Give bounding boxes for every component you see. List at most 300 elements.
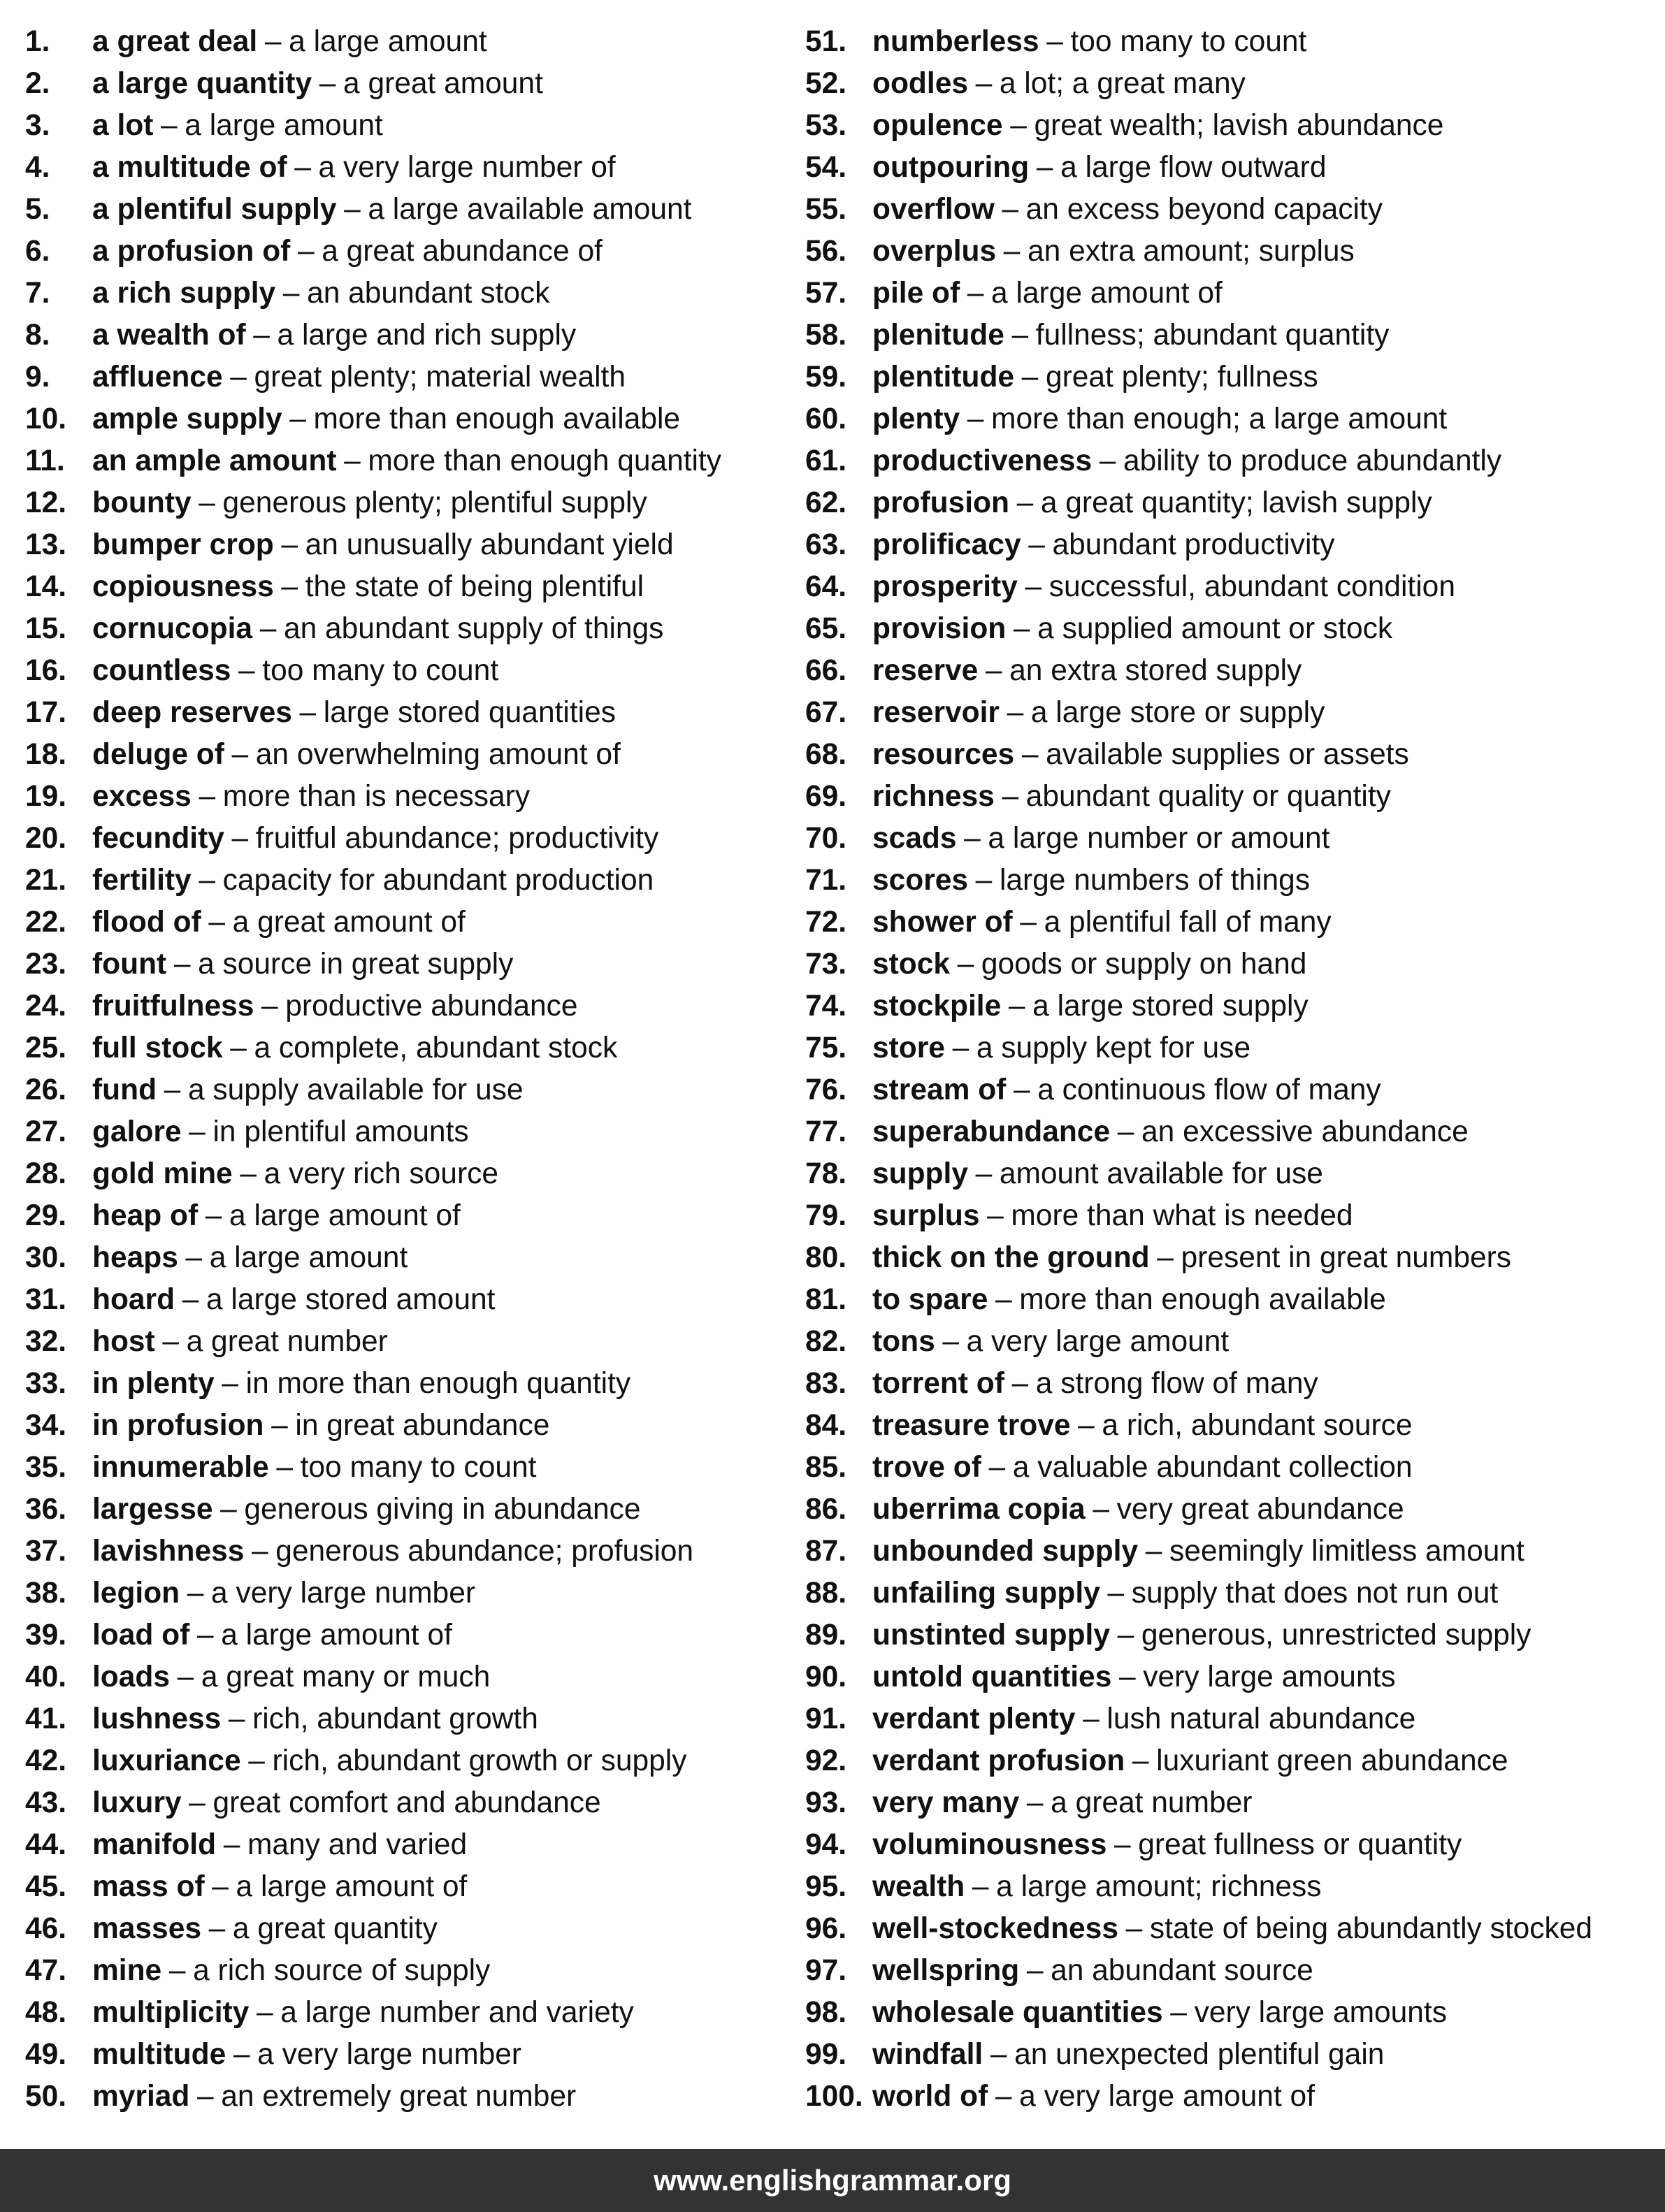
- item-term: a wealth of: [92, 319, 246, 352]
- item-term: full stock: [92, 1032, 223, 1064]
- item-definition: a very large amount: [966, 1325, 1230, 1358]
- list-item: [805, 818, 1644, 860]
- list-item: [805, 440, 1644, 482]
- item-definition: too many to count: [262, 654, 499, 687]
- list-item: [25, 1237, 794, 1279]
- item-term: scores: [872, 864, 969, 897]
- list-item: [25, 1866, 794, 1908]
- list-item: [805, 398, 1644, 440]
- item-definition: a very large amount of: [1019, 2080, 1316, 2113]
- item-definition: a strong flow of many: [1035, 1367, 1318, 1400]
- item-number: 74.: [805, 990, 847, 1022]
- item-number: 7.: [25, 277, 50, 310]
- item-definition: rich, abundant growth: [252, 1703, 538, 1735]
- item-definition: in more than enough quantity: [245, 1367, 631, 1400]
- item-separator: –: [253, 319, 270, 352]
- item-definition: great plenty; fullness: [1045, 361, 1318, 393]
- item-definition: a large and rich supply: [277, 319, 577, 352]
- item-number: 20.: [25, 822, 67, 855]
- list-item: [805, 692, 1644, 734]
- item-definition: a great quantity; lavish supply: [1040, 486, 1432, 519]
- item-number: 18.: [25, 738, 67, 771]
- item-definition: a great amount of: [232, 906, 466, 939]
- item-separator: –: [1113, 1828, 1131, 1861]
- item-term: windfall: [872, 2038, 983, 2071]
- item-definition: the state of being plentiful: [305, 570, 644, 603]
- item-separator: –: [942, 1325, 959, 1358]
- list-item: [25, 776, 794, 818]
- item-term: torrent of: [872, 1367, 1004, 1400]
- item-separator: –: [975, 1157, 993, 1190]
- item-separator: –: [231, 822, 249, 855]
- item-definition: a lot; a great many: [999, 67, 1246, 100]
- item-term: prosperity: [872, 570, 1018, 603]
- item-number: 90.: [805, 1661, 847, 1693]
- list-item: [25, 1321, 794, 1363]
- item-separator: –: [1011, 1367, 1029, 1400]
- item-definition: a great abundance of: [322, 235, 603, 268]
- item-definition: a supply available for use: [187, 1074, 524, 1106]
- item-number: 99.: [805, 2038, 847, 2071]
- item-separator: –: [995, 1283, 1012, 1316]
- list-item: [805, 1363, 1644, 1405]
- list-item: [25, 63, 794, 105]
- item-number: 11.: [25, 444, 65, 477]
- item-term: myriad: [92, 2080, 190, 2113]
- item-number: 47.: [25, 1954, 67, 1987]
- item-separator: –: [189, 1786, 206, 1819]
- item-number: 98.: [805, 1996, 847, 2029]
- item-term: reserve: [872, 654, 979, 687]
- item-definition: an overwhelming amount of: [255, 738, 621, 771]
- item-number: 40.: [25, 1661, 67, 1693]
- item-separator: –: [1013, 1074, 1030, 1106]
- item-definition: a plentiful fall of many: [1044, 906, 1332, 939]
- item-definition: a large amount of: [221, 1619, 452, 1651]
- item-definition: more than what is needed: [1011, 1199, 1353, 1232]
- item-definition: capacity for abundant production: [222, 864, 654, 897]
- item-definition: a large number and variety: [280, 1996, 634, 2029]
- item-number: 70.: [805, 822, 847, 855]
- item-term: flood of: [92, 906, 201, 939]
- item-definition: an abundant source: [1051, 1954, 1313, 1987]
- list-item: [805, 189, 1644, 231]
- item-separator: –: [1117, 1619, 1134, 1651]
- item-number: 72.: [805, 906, 847, 939]
- item-definition: too many to count: [1070, 25, 1307, 58]
- item-term: gold mine: [92, 1157, 233, 1190]
- item-number: 29.: [25, 1199, 67, 1232]
- item-definition: more than enough available: [313, 403, 681, 435]
- list-item: [25, 1573, 794, 1614]
- item-definition: great fullness or quantity: [1138, 1828, 1462, 1861]
- item-term: a plentiful supply: [92, 193, 337, 226]
- item-term: voluminousness: [872, 1828, 1107, 1861]
- list-item: [805, 1992, 1644, 2034]
- footer-bar: [0, 2149, 1665, 2212]
- item-term: fount: [92, 948, 167, 981]
- item-separator: –: [1028, 528, 1045, 561]
- list-item: [25, 1614, 794, 1656]
- item-number: 32.: [25, 1325, 67, 1358]
- item-number: 14.: [25, 570, 67, 603]
- item-definition: an excess beyond capacity: [1025, 193, 1383, 226]
- item-separator: –: [1025, 570, 1042, 603]
- item-number: 1.: [25, 25, 50, 58]
- item-definition: very great abundance: [1116, 1493, 1404, 1526]
- item-term: lavishness: [92, 1535, 245, 1568]
- item-definition: a great number: [186, 1325, 388, 1358]
- item-definition: an extra stored supply: [1009, 654, 1302, 687]
- list-item: [805, 985, 1644, 1027]
- item-separator: –: [967, 277, 984, 310]
- item-term: mass of: [92, 1870, 205, 1903]
- item-definition: a very large number: [211, 1577, 475, 1610]
- item-number: 77.: [805, 1115, 847, 1148]
- list-item: [805, 21, 1644, 63]
- list-item: [805, 524, 1644, 566]
- item-term: thick on the ground: [872, 1241, 1150, 1274]
- list-item: [805, 1279, 1644, 1321]
- item-separator: –: [199, 780, 216, 813]
- item-definition: an abundant stock: [307, 277, 550, 310]
- item-number: 37.: [25, 1535, 67, 1568]
- item-definition: an unusually abundant yield: [305, 528, 674, 561]
- list-item: [805, 1866, 1644, 1908]
- item-definition: productive abundance: [285, 990, 578, 1022]
- item-term: stock: [872, 948, 951, 981]
- list-item: [25, 818, 794, 860]
- list-item: [25, 1656, 794, 1698]
- word-list-column-left: [25, 21, 794, 2118]
- list-item: [805, 776, 1644, 818]
- item-number: 76.: [805, 1074, 847, 1106]
- item-number: 5.: [25, 193, 50, 226]
- item-number: 54.: [805, 151, 847, 184]
- item-term: stockpile: [872, 990, 1002, 1022]
- item-separator: –: [987, 1199, 1004, 1232]
- item-definition: state of being abundantly stocked: [1149, 1912, 1593, 1945]
- item-separator: –: [281, 570, 298, 603]
- item-definition: a great many or much: [201, 1661, 491, 1693]
- item-term: bounty: [92, 486, 192, 519]
- list-item: [25, 734, 794, 776]
- item-separator: –: [276, 1451, 293, 1484]
- list-item: [805, 944, 1644, 985]
- item-term: in profusion: [92, 1409, 264, 1442]
- item-definition: generous plenty; plentiful supply: [222, 486, 647, 519]
- item-number: 41.: [25, 1703, 67, 1735]
- item-separator: –: [1132, 1744, 1149, 1777]
- list-item: [25, 2076, 794, 2118]
- item-separator: –: [228, 1703, 245, 1735]
- item-number: 4.: [25, 151, 50, 184]
- item-separator: –: [187, 1577, 204, 1610]
- list-item: [25, 1992, 794, 2034]
- item-definition: supply that does not run out: [1131, 1577, 1499, 1610]
- item-definition: a continuous flow of many: [1037, 1074, 1381, 1106]
- list-item: [25, 356, 794, 398]
- item-term: trove of: [872, 1451, 981, 1484]
- item-separator: –: [319, 67, 336, 100]
- item-definition: lush natural abundance: [1107, 1703, 1416, 1735]
- item-separator: –: [1107, 1577, 1125, 1610]
- item-definition: fullness; abundant quantity: [1035, 319, 1390, 352]
- item-separator: –: [1010, 109, 1027, 142]
- list-item: [805, 1740, 1644, 1782]
- list-item: [805, 231, 1644, 273]
- item-separator: –: [240, 1157, 257, 1190]
- item-separator: –: [1145, 1535, 1162, 1568]
- list-item: [805, 860, 1644, 902]
- item-definition: a large amount; richness: [996, 1870, 1322, 1903]
- item-separator: –: [1016, 486, 1034, 519]
- list-item: [25, 1950, 794, 1992]
- item-term: plentitude: [872, 361, 1015, 393]
- list-item: [25, 860, 794, 902]
- list-item: [25, 524, 794, 566]
- list-item: [25, 398, 794, 440]
- item-definition: a large flow outward: [1060, 151, 1327, 184]
- item-separator: –: [1013, 612, 1030, 645]
- item-term: an ample amount: [92, 444, 337, 477]
- item-number: 45.: [25, 1870, 67, 1903]
- item-number: 44.: [25, 1828, 67, 1861]
- item-number: 85.: [805, 1451, 847, 1484]
- item-term: stream of: [872, 1074, 1007, 1106]
- item-separator: –: [967, 403, 984, 435]
- item-number: 53.: [805, 109, 847, 142]
- item-number: 12.: [25, 486, 67, 519]
- item-separator: –: [197, 2080, 214, 2113]
- item-number: 95.: [805, 1870, 847, 1903]
- item-term: fertility: [92, 864, 192, 897]
- item-separator: –: [344, 193, 361, 226]
- item-definition: a great amount: [343, 67, 543, 100]
- item-number: 27.: [25, 1115, 67, 1148]
- item-term: load of: [92, 1619, 190, 1651]
- item-separator: –: [1011, 319, 1029, 352]
- item-term: in plenty: [92, 1367, 215, 1400]
- item-separator: –: [344, 444, 361, 477]
- item-definition: in plentiful amounts: [212, 1115, 469, 1148]
- item-definition: great plenty; material wealth: [254, 361, 626, 393]
- item-term: tons: [872, 1325, 935, 1358]
- item-number: 52.: [805, 67, 847, 100]
- list-item: [25, 1531, 794, 1573]
- item-definition: too many to count: [300, 1451, 537, 1484]
- list-item: [805, 105, 1644, 147]
- item-definition: a large number or amount: [988, 822, 1330, 855]
- list-item: [805, 1656, 1644, 1698]
- item-separator: –: [264, 25, 282, 58]
- item-term: shower of: [872, 906, 1013, 939]
- item-separator: –: [964, 822, 981, 855]
- item-definition: a very rich source: [264, 1157, 498, 1190]
- item-term: reservoir: [872, 696, 1000, 729]
- item-separator: –: [1125, 1912, 1143, 1945]
- item-definition: a supplied amount or stock: [1037, 612, 1393, 645]
- item-number: 42.: [25, 1744, 67, 1777]
- item-term: galore: [92, 1115, 182, 1148]
- item-term: oodles: [872, 67, 968, 100]
- item-number: 58.: [805, 319, 847, 352]
- list-item: [805, 608, 1644, 650]
- item-term: productiveness: [872, 444, 1093, 477]
- list-item: [25, 566, 794, 608]
- item-definition: more than enough quantity: [368, 444, 722, 477]
- item-separator: –: [205, 1199, 222, 1232]
- list-item: [805, 1195, 1644, 1237]
- item-definition: a large amount of: [236, 1870, 468, 1903]
- item-number: 87.: [805, 1535, 847, 1568]
- item-definition: large stored quantities: [323, 696, 616, 729]
- item-term: overplus: [872, 235, 997, 268]
- item-number: 26.: [25, 1074, 67, 1106]
- item-term: unbounded supply: [872, 1535, 1139, 1568]
- list-item: [805, 356, 1644, 398]
- item-number: 25.: [25, 1032, 67, 1064]
- word-list: [0, 21, 1665, 2111]
- item-term: loads: [92, 1661, 171, 1693]
- item-separator: –: [251, 1535, 268, 1568]
- item-separator: –: [1099, 444, 1116, 477]
- item-separator: –: [199, 864, 215, 897]
- item-number: 43.: [25, 1786, 67, 1819]
- list-item: [25, 985, 794, 1027]
- item-number: 93.: [805, 1786, 847, 1819]
- item-definition: a valuable abundant collection: [1012, 1451, 1413, 1484]
- item-separator: –: [259, 612, 277, 645]
- item-separator: –: [1078, 1409, 1095, 1442]
- list-item: [25, 1698, 794, 1740]
- item-term: a large quantity: [92, 67, 312, 100]
- item-term: innumerable: [92, 1451, 269, 1484]
- item-number: 30.: [25, 1241, 67, 1274]
- item-separator: –: [168, 1954, 186, 1987]
- item-definition: great comfort and abundance: [212, 1786, 601, 1819]
- item-separator: –: [1002, 780, 1019, 813]
- item-number: 66.: [805, 654, 847, 687]
- item-definition: a great number: [1051, 1786, 1253, 1819]
- item-separator: –: [1003, 235, 1021, 268]
- item-separator: –: [297, 235, 315, 268]
- list-item: [805, 902, 1644, 944]
- list-item: [25, 440, 794, 482]
- list-item: [805, 147, 1644, 189]
- item-definition: in great abundance: [295, 1409, 550, 1442]
- item-number: 71.: [805, 864, 847, 897]
- item-definition: a large stored amount: [206, 1283, 496, 1316]
- item-separator: –: [261, 990, 278, 1022]
- item-separator: –: [220, 1493, 237, 1526]
- item-separator: –: [1117, 1115, 1134, 1148]
- item-number: 69.: [805, 780, 847, 813]
- item-separator: –: [230, 1032, 247, 1064]
- item-term: manifold: [92, 1828, 217, 1861]
- item-definition: an extremely great number: [221, 2080, 577, 2113]
- item-term: bumper crop: [92, 528, 274, 561]
- item-term: to spare: [872, 1283, 988, 1316]
- item-definition: a large amount of: [229, 1199, 461, 1232]
- item-definition: available supplies or assets: [1046, 738, 1409, 771]
- item-number: 97.: [805, 1954, 847, 1987]
- item-number: 36.: [25, 1493, 67, 1526]
- item-separator: –: [1008, 990, 1025, 1022]
- item-term: fund: [92, 1074, 157, 1106]
- list-item: [25, 482, 794, 524]
- list-item: [805, 2034, 1644, 2076]
- item-number: 51.: [805, 25, 847, 58]
- item-separator: –: [281, 528, 298, 561]
- item-term: heaps: [92, 1241, 178, 1274]
- item-number: 83.: [805, 1367, 847, 1400]
- item-term: pile of: [872, 277, 960, 310]
- item-separator: –: [282, 277, 300, 310]
- item-definition: fruitful abundance; productivity: [255, 822, 659, 855]
- item-definition: goods or supply on hand: [981, 948, 1307, 981]
- list-item: [805, 1698, 1644, 1740]
- list-item: [25, 1489, 794, 1531]
- item-definition: an excessive abundance: [1141, 1115, 1469, 1148]
- item-number: 48.: [25, 1996, 67, 2029]
- item-definition: a great quantity: [232, 1912, 438, 1945]
- item-separator: –: [975, 67, 993, 100]
- item-term: well-stockedness: [872, 1912, 1118, 1945]
- item-number: 57.: [805, 277, 847, 310]
- item-separator: –: [182, 1283, 199, 1316]
- item-term: fecundity: [92, 822, 224, 855]
- list-item: [25, 2034, 794, 2076]
- item-number: 13.: [25, 528, 67, 561]
- item-definition: ability to produce abundantly: [1123, 444, 1502, 477]
- item-number: 84.: [805, 1409, 847, 1442]
- item-number: 15.: [25, 612, 67, 645]
- item-definition: luxuriant green abundance: [1156, 1744, 1508, 1777]
- item-number: 3.: [25, 109, 50, 142]
- item-separator: –: [231, 738, 249, 771]
- item-term: legion: [92, 1577, 180, 1610]
- list-item: [25, 902, 794, 944]
- item-definition: rich, abundant growth or supply: [272, 1744, 687, 1777]
- item-term: affluence: [92, 361, 223, 393]
- item-term: world of: [872, 2080, 988, 2113]
- item-definition: generous, unrestricted supply: [1141, 1619, 1531, 1651]
- item-term: profusion: [872, 486, 1009, 519]
- item-number: 62.: [805, 486, 847, 519]
- item-separator: –: [975, 864, 993, 897]
- item-separator: –: [1083, 1703, 1100, 1735]
- item-separator: –: [233, 2038, 250, 2071]
- item-term: store: [872, 1032, 945, 1064]
- item-term: verdant profusion: [872, 1744, 1125, 1777]
- item-separator: –: [1026, 1954, 1044, 1987]
- list-item: [25, 692, 794, 734]
- item-number: 61.: [805, 444, 847, 477]
- item-term: wealth: [872, 1870, 965, 1903]
- item-definition: seemingly limitless amount: [1169, 1535, 1525, 1568]
- item-term: host: [92, 1325, 155, 1358]
- item-term: outpouring: [872, 151, 1030, 184]
- item-separator: –: [161, 109, 178, 142]
- item-definition: a large store or supply: [1030, 696, 1325, 729]
- item-number: 6.: [25, 235, 50, 268]
- item-term: verdant plenty: [872, 1703, 1076, 1735]
- item-separator: –: [223, 1828, 240, 1861]
- item-definition: amount available for use: [999, 1157, 1323, 1190]
- item-term: a lot: [92, 109, 154, 142]
- item-separator: –: [289, 403, 306, 435]
